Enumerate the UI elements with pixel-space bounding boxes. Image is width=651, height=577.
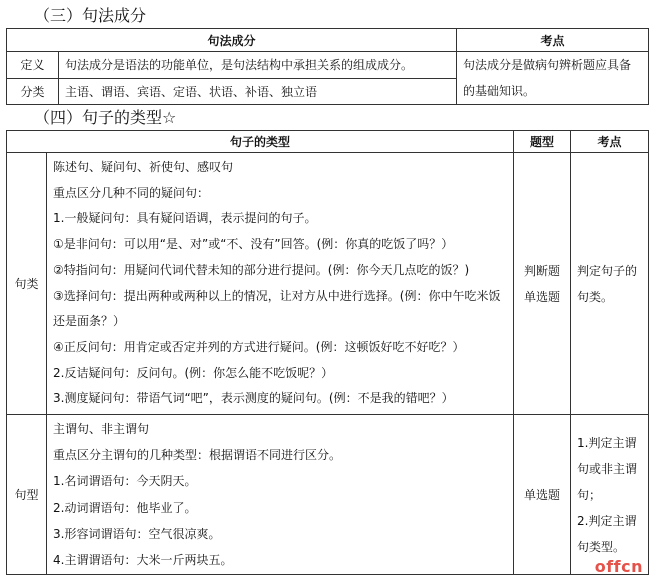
- content-line: 4.主谓谓语句：大米一斤两块五。: [53, 552, 233, 567]
- content-line: ②特指问句：用疑问代词代替未知的部分进行提问。(例：你今天几点吃的饭？): [53, 262, 470, 277]
- content-line: 2.动词谓语句：他毕业了。: [53, 500, 197, 515]
- julei-kaodian: 判定句子的句类。: [571, 153, 649, 415]
- content-line: ①是非问句：可以用“是、对”或“不、没有”回答。(例：你真的吃饭了吗？）: [53, 237, 454, 252]
- header-kaodian: 考点: [457, 29, 649, 52]
- row-label-julei: 句类: [7, 153, 47, 415]
- kaodian-item: 2.判定主谓句类型。: [577, 513, 637, 554]
- content-line: ④正反问句：用肯定或否定并列的方式进行疑问。(例：这顿饭好吃不好吃？）: [53, 339, 465, 354]
- section-3-heading: （三）句法成分: [34, 6, 147, 25]
- content-line: 1.名词谓语句：今天阴天。: [53, 474, 197, 489]
- offcn-watermark: offcn: [594, 557, 643, 576]
- section-4-heading: （四）句子的类型☆: [34, 108, 177, 127]
- tixing-item: 单选题: [524, 289, 561, 304]
- content-line: 陈述句、疑问句、祈使句、感叹句: [53, 159, 234, 174]
- kaodian-item: 1.判定主谓句或非主谓句；: [577, 435, 638, 502]
- classification-text: 主语、谓语、宾语、定语、状语、补语、独立语: [59, 78, 457, 105]
- content-line: ③选择问句：提出两种或两种以上的情况，让对方从中进行选择。(例：你中午吃米饭还是面条？）: [53, 288, 501, 329]
- kaodian-text: 句法成分是做病句辨析题应具备的基础知识。: [457, 52, 649, 105]
- content-line: 2.反诘疑问句：反问句。(例：你怎么能不吃饭呢？）: [53, 365, 334, 380]
- row-label-classification: 分类: [7, 78, 59, 105]
- row-label-juxing: 句型: [7, 415, 47, 575]
- header-syntax-component: 句法成分: [7, 29, 457, 52]
- header-tixing: 题型: [514, 131, 571, 153]
- content-line: 3.测度疑问句：带语气词“吧”，表示测度的疑问句。(例：不是我的错吧？）: [53, 391, 454, 406]
- content-line: 主谓句、非主谓句: [53, 421, 150, 436]
- syntax-component-table: [6, 28, 649, 105]
- row-label-definition: 定义: [7, 52, 59, 79]
- juxing-content: [47, 415, 514, 575]
- juxing-tixing: 单选题: [514, 415, 571, 575]
- header-sentence-type: 句子的类型: [7, 131, 514, 153]
- content-line: 3.形容词谓语句：空气很凉爽。: [53, 526, 221, 541]
- tixing-item: 判断题: [524, 263, 561, 278]
- header-kaodian: 考点: [571, 131, 649, 153]
- julei-tixing: [514, 153, 571, 415]
- content-line: 重点区分几种不同的疑问句：: [53, 185, 210, 200]
- julei-content: [47, 153, 514, 415]
- content-line: 重点区分主谓句的几种类型：根据谓语不同进行区分。: [53, 448, 342, 463]
- juxing-kaodian: [571, 415, 649, 575]
- content-line: 1.一般疑问句：具有疑问语调，表示提问的句子。: [53, 211, 317, 226]
- sentence-type-table: [6, 130, 649, 575]
- definition-text: 句法成分是语法的功能单位，是句法结构中承担关系的组成成分。: [59, 52, 457, 79]
